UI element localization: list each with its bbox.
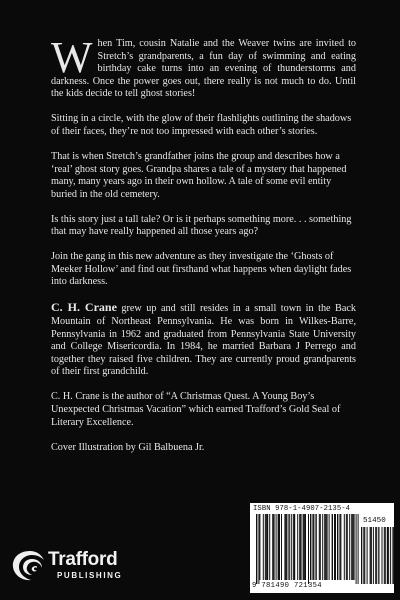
barcode-addon-bar [390, 527, 391, 584]
barcode-bar [312, 514, 313, 580]
barcode-addon-bar [392, 527, 393, 584]
barcode-bar [265, 514, 266, 580]
barcode-bar [313, 514, 314, 580]
barcode-bar [315, 514, 316, 580]
barcode-bar [319, 514, 320, 580]
barcode-bar [305, 514, 306, 580]
barcode-bar [272, 514, 273, 580]
barcode-bar [349, 514, 350, 580]
blurb-paragraph-5: Join the gang in this new adventure as they investigate the ‘Ghosts of Meeker Hollow’ and find out firsthand what happens when daylight fades into darkness. [51, 251, 352, 288]
barcode-bar [297, 514, 298, 580]
barcode-addon-bar [373, 527, 374, 584]
barcode-addon-bar [367, 527, 368, 584]
barcode-bar [337, 514, 338, 580]
barcode-bar [299, 514, 300, 580]
barcode-bar [344, 514, 345, 580]
blurb-paragraph-1-text: hen Tim, cousin Natalie and the Weaver twins are invited to Stretch’s grandparents, a fun day of swimming and eating birthday cake turns into an evening of thunderstorms and darkness. Once the power goes out, there really is not much to do. Until the kids decide to tell ghost stories! [51, 38, 356, 100]
barcode-bar [281, 514, 282, 580]
barcode-addon-bar [363, 527, 364, 584]
publisher-logo-name: Trafford [48, 549, 118, 570]
barcode-bar [335, 514, 336, 580]
barcode-bar [259, 514, 260, 580]
barcode-bar [320, 514, 321, 580]
author-name: C. H. Crane [51, 300, 117, 315]
barcode-bar [267, 514, 268, 580]
barcode-addon-digits: 51450 [363, 517, 386, 525]
barcode-bar [284, 514, 285, 580]
barcode-bar [288, 514, 289, 580]
cover-illustration-credit: Cover Illustration by Gil Balbuena Jr. [51, 441, 205, 453]
barcode-bar [351, 514, 352, 580]
barcode-bar [266, 514, 267, 580]
barcode-addon-bar [384, 527, 385, 584]
blurb-paragraph-2: Sitting in a circle, with the glow of their flashlights outlining the shadows of their faces, they’re not too impressed with each other’s stories. [51, 113, 352, 137]
barcode-bar [346, 514, 347, 580]
barcode-addon-bars [361, 527, 394, 584]
barcode-bar [352, 514, 353, 580]
barcode-bar [310, 514, 311, 580]
barcode-addon-bar [376, 527, 377, 584]
author-works: C. H. Crane is the author of “A Christmas Quest. A Young Boy’s Unexpected Christmas Vacation” which earned Trafford’s Gold Seal of Literary Excellence. [51, 391, 341, 428]
barcode-bar [293, 514, 294, 580]
barcode-bar [334, 514, 335, 580]
barcode-bar [353, 514, 354, 580]
barcode-bar [269, 514, 270, 580]
barcode-bar [285, 514, 286, 580]
barcode-addon-bar [375, 527, 376, 584]
barcode-bar [339, 514, 340, 580]
barcode-bar [276, 514, 277, 580]
isbn-label: ISBN 978-1-4907-2135-4 [253, 505, 351, 513]
author-bio-text: grew up and still resides in a small town in the Back Mountain of Northeast Pennsylvania. He was born in Wilkes-Barre, Pennsylvania in 1962 and graduated from Pennsylvania State University and College Misericordia. In 1984, he married Barbara J Perrego and together they raised five children. They are currently proud grandparents of their first grandchild. [51, 303, 356, 378]
barcode-bar [329, 514, 330, 580]
barcode-bar [279, 514, 280, 580]
blurb-paragraph-4: Is this story just a tall tale? Or is it perhaps something more. . . something that may have really happened all those years ago? [51, 213, 352, 238]
barcode-bar [308, 514, 309, 584]
barcode-addon-bar [388, 527, 389, 584]
barcode-bar [294, 514, 295, 580]
barcode-addon-bar [371, 527, 372, 584]
barcode-digits: 9 781490 721354 [252, 582, 322, 590]
barcode-bar [274, 514, 275, 580]
barcode-addon-bar [370, 527, 371, 584]
barcode-addon-bar [385, 527, 386, 584]
barcode-bar [332, 514, 333, 580]
publisher-logo-subtitle: PUBLISHING [57, 571, 123, 580]
barcode-bar [347, 514, 348, 580]
barcode-bar [258, 514, 259, 584]
barcode-bar [325, 514, 326, 580]
barcode-addon-bar [387, 527, 388, 584]
barcode-bar [358, 514, 359, 584]
barcode-bar [340, 514, 341, 580]
barcode-addon-bar [361, 527, 362, 584]
blurb-paragraph-3: That is when Stretch’s grandfather joins the group and describes how a ‘real’ ghost story goes. Grandpa shares a tale of a mystery that happened many, many years ago in their own hollow. A tale of some evil entity buried in the old cemetery. [51, 150, 347, 200]
barcode-bar [322, 514, 323, 580]
barcode-bar [263, 514, 264, 580]
drop-cap: W [51, 33, 93, 82]
barcode-bar [326, 514, 327, 580]
barcode-addon-bar [382, 527, 383, 584]
barcode-bar [301, 514, 302, 580]
barcode-bar [256, 514, 257, 584]
barcode-addon-bar [393, 527, 394, 584]
barcode-bar [291, 514, 292, 580]
barcode-addon-bar [364, 527, 365, 584]
barcode-bar [324, 514, 325, 580]
barcode-bar [278, 514, 279, 580]
barcode-bar [304, 514, 305, 580]
barcode-bar [303, 514, 304, 580]
barcode-main-bars [256, 514, 359, 584]
barcode-bar [286, 514, 287, 580]
barcode-addon-bar [378, 527, 379, 584]
barcode-bar [356, 514, 357, 584]
